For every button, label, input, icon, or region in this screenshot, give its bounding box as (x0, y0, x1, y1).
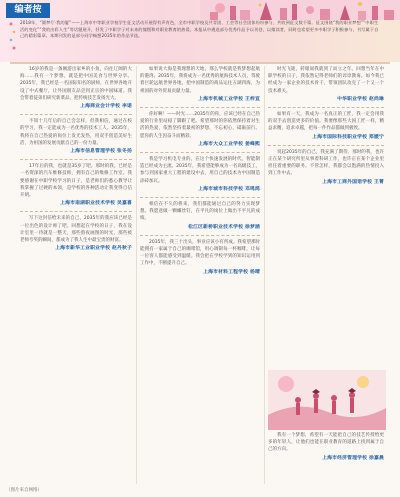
author-signature: 上海市国际科技职业学校 郑媛宁 (312, 134, 384, 140)
author-signature: 松江区新桥职业技术学校 徐梦涵 (188, 224, 260, 230)
author-signature: 上海市城市科技学校 邓鸣鸿 (198, 186, 260, 192)
essay-paragraph: 2035年，我三十出头，事业应该小有所成。我希望那时能拥有一家属于自己的咖啡馆，用心调制每一杯咖啡，让每一位客人都能感受到温暖。我会把在学校学到的知识运用到工作中，不断提升自己。 (140, 239, 260, 267)
essay-separator (20, 159, 132, 160)
author-signature: 上海市经济管理学校 徐嘉晨 (322, 455, 384, 461)
article-column-3-bottom (268, 432, 384, 466)
essay-separator (140, 235, 260, 236)
essay-paragraph: 相信在不久的将来，我们都能通过自己的努力实现梦想。我愿意做一颗螺丝钉，在平凡的岗位上做出不平凡的成绩。 (140, 202, 260, 222)
author-signature: 上海市材料工程学校 杨晴 (203, 269, 260, 275)
header-banner (0, 0, 400, 62)
author-signature: 上海市新华工业职业学校 赵丹秋子 (55, 246, 132, 252)
essay-paragraph: 写下这封信给未来的自己，2035年的我应该已经是一位出色的设计师了吧。回想起在学校的日子，我在设计室里一待就是一整天，那些熬夜画图的时光，那些被老师夸奖的瞬间，都成为了我人生中最宝贵的财富。 (20, 216, 132, 244)
essay-paragraph: 你好啊！——时光……2035年的你，应该已经在自己热爱的行业里站稳了脚跟了吧。希望那时的你依然保持着对生活的热爱，依然坚持着最初的梦想，不忘初心，砥砺前行。愿你的人生因奋斗而精彩。 (140, 112, 260, 139)
graduation-silhouette-illustration (268, 370, 386, 430)
essay-separator (140, 107, 260, 108)
author-signature: 上海商业会计学校 李诺 (80, 104, 132, 110)
image-credit: （图片来自网络） (6, 488, 42, 493)
essay-separator (268, 107, 384, 108)
essay-paragraph: 说起2035年的自己，我充满了期待。那时的我，也许正在某个研究所里从事着科研工作，也许正在某个企业里担任着重要的职务。不管怎样，我都会以饱满的热情投入到工作中去。 (268, 149, 384, 177)
author-signature: 上海市大众工业学校 姜峰熙 (198, 141, 260, 147)
article-column-2 (140, 66, 260, 280)
essay-paragraph: 如果说大海是我理想的天地，那么学校就是我梦想起航的港湾。2035年，我将成为一名优秀的航海技术人员，驾驶着巨轮远航世界各地，把中国制造的商品运往五湖四海，为祖国的对外贸易贡献力量。 (140, 67, 260, 94)
editor-note-text: 2018年，“圆梦厅·我的厦”——上海市中等职业学校学生征文活动开展得有声有色，全市中职学校及共青团、工会等社会团体纷纷参与，共收到征文数千篇。征文围绕“我的职业梦想”“中职生活的变化”“我的出彩人生”等话题展开，抒发了中职学子对未来的憧憬和对职业教育的热爱。本报从中遴选部分优秀作品予以刊登，以飨读者，同时也希望更多中职学子积极参与，书写属于自己的精彩篇章。本期刊发的是部分同学畅想2035年的作品节选。 (20, 20, 379, 39)
article-column-3 (268, 66, 384, 190)
author-signature: 上海市工商外国语学校 王菁 (322, 179, 384, 185)
essay-paragraph: 我有一个梦想，希望有一天能把自己的技艺传授给更多的年轻人，让他们也能在职业教育的道路上找到属于自己的方向。 (268, 433, 384, 453)
author-signature: 上海市南湖职业技术学校 吴嘉喜 (60, 201, 132, 207)
essay-separator (20, 114, 132, 115)
editor-note-tag: 编者按 (6, 3, 50, 18)
author-signature: 中华职业学校 赵尚琳 (337, 96, 384, 102)
header-divider (10, 62, 390, 64)
decorative-dots (8, 20, 18, 60)
essay-paragraph: 如果有一天，我成为一名真正的工匠，我一定会用我的双手去创造更多的价值。我要像那些大国工匠一样，精益求精，追求卓越，把每一件作品都做到极致。 (268, 112, 384, 132)
essay-separator (140, 152, 260, 153)
author-signature: 上海市机械工业学校 王梓宣 (198, 96, 260, 102)
column-rule (264, 66, 265, 484)
essay-separator (268, 145, 384, 146)
essay-paragraph: 17年后的我，也就是35岁了吧。那时的我，已经是一名资深的汽车维修技师，拥有自己的维修工作室。我要感谢在中职学校学习的日子，是老师们的悉心教导让我掌握了过硬的本领，是学校的各种活动让我变得自信开朗。 (20, 164, 132, 199)
city-skyline-illustration (200, 0, 400, 20)
article-column-1 (20, 66, 132, 256)
essay-separator (20, 211, 132, 212)
essay-paragraph: 我是学习机电专业的。在这个快速发展的时代，智能制造已经成为主流。2035年，我希望能够成为一名高级技工，参与到国家重大工程的建设中去，用自己的技术为中国制造添砖加瓦。 (140, 157, 260, 184)
essay-paragraph: 时光飞逝，转眼间我就到了而立之年。回想当年在中职学校的日子，我依然记得老师们的谆谆教诲。如今我已经成为一家企业的技术骨干，带领团队攻克了一个又一个技术难关。 (268, 67, 384, 94)
column-rule (136, 66, 137, 484)
essay-paragraph: 不知十几年后的自己会怎样，但我相信，通过在校的学习，我一定能成为一名优秀的技术工人。2035年，我将在自己热爱的岗位上发光发热，用双手创造美好生活，为祖国的发展贡献自己的一份力量。 (20, 119, 132, 146)
author-signature: 上海市信息管理学校 张冬扬 (70, 149, 132, 155)
essay-paragraph: 16岁的我是一条刚游出家乡的小鱼，向往辽阔的大海……我有一个梦想，就是把中国美食与世界分享。2035年，我已经是一名国际知名的厨师，在世界各地开设了中式餐厅，让外国朋友品尝到正宗的中国味道。我会带着徒弟们研究新菜品，把传统技艺发扬光大。 (20, 67, 132, 101)
essay-separator (140, 197, 260, 198)
